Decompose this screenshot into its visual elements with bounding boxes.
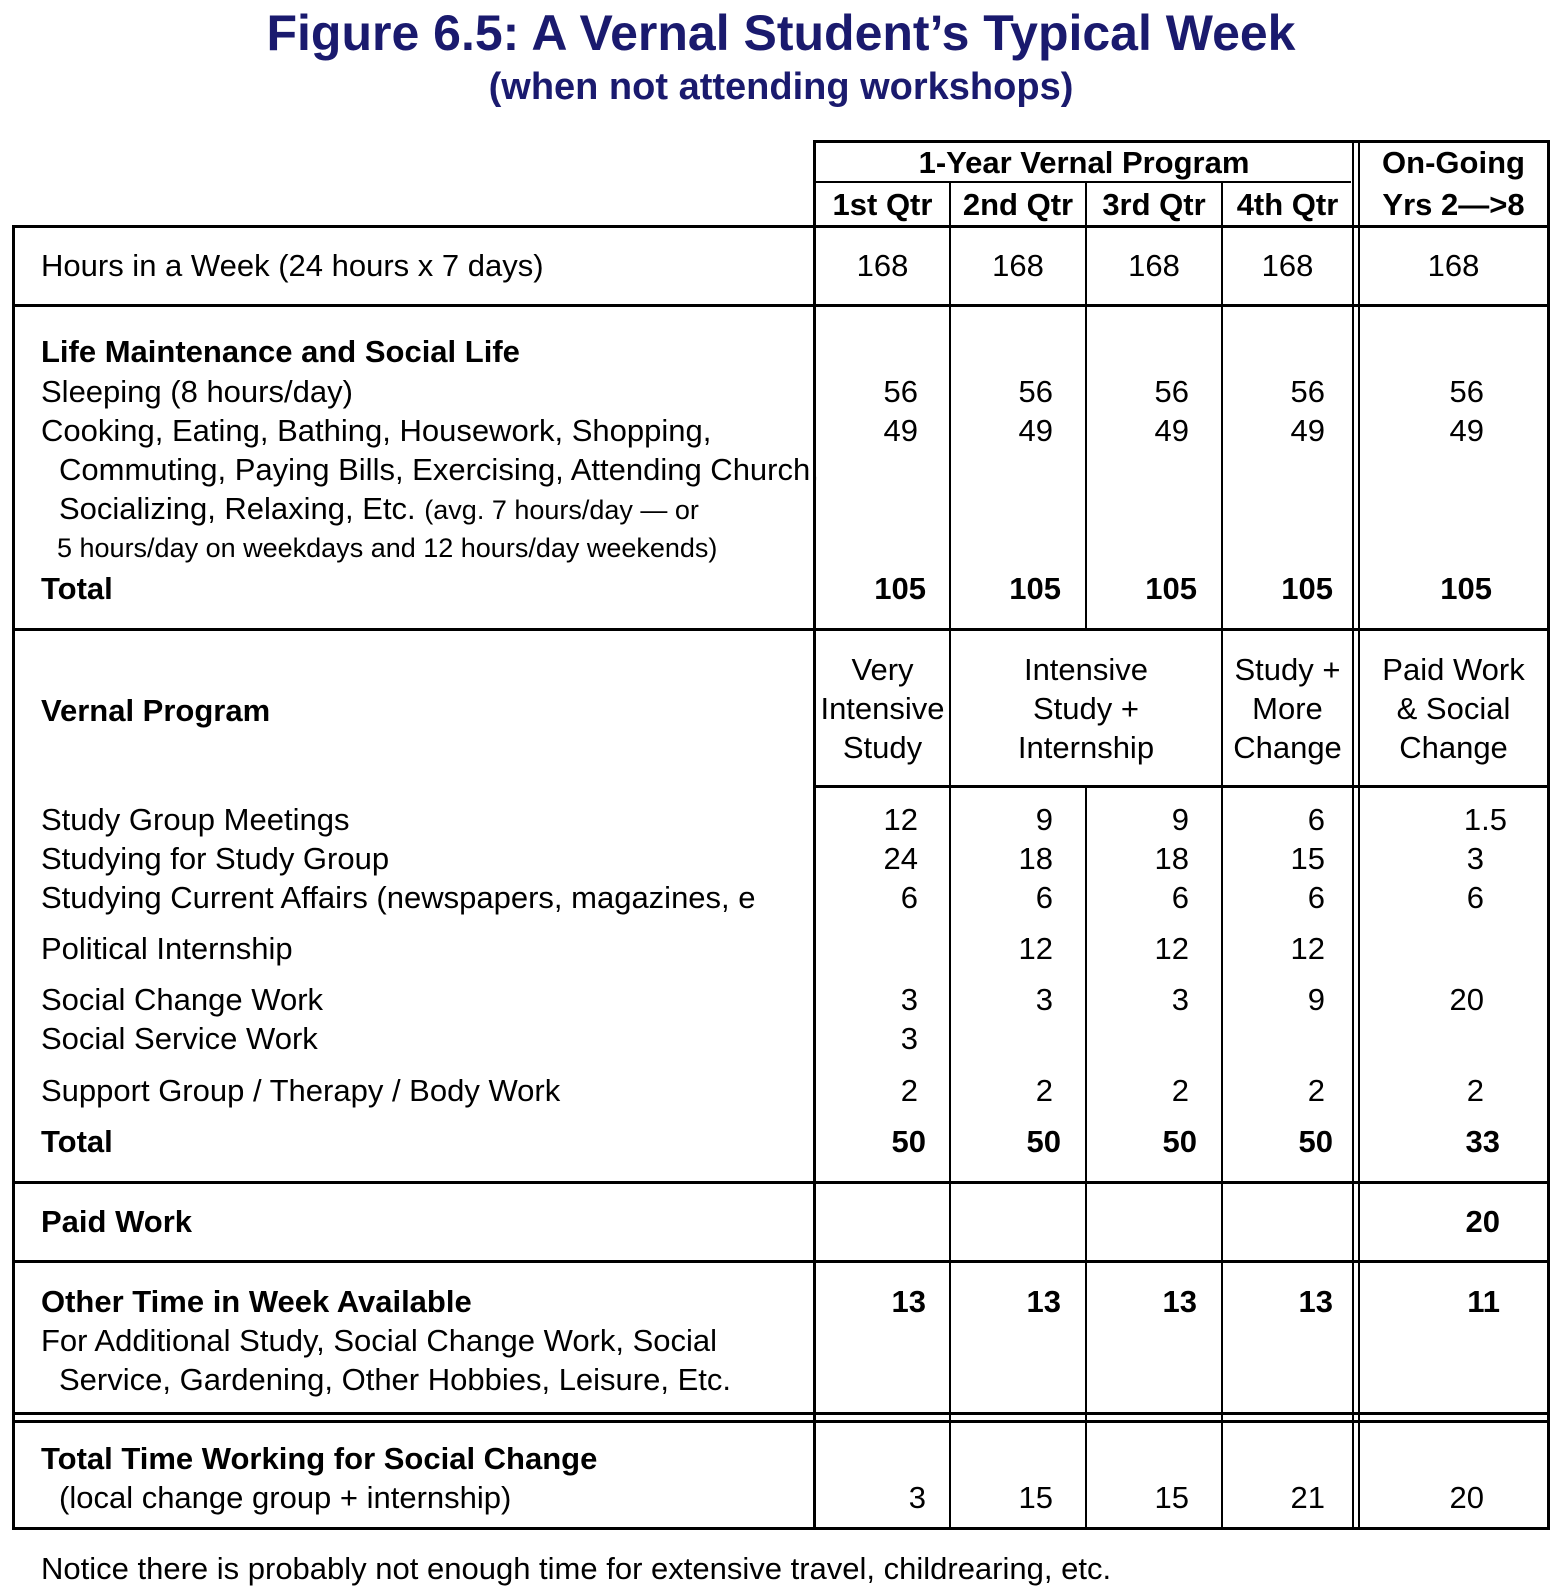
row-label: Political Internship	[41, 931, 293, 966]
phase-label: Internship	[1017, 730, 1155, 765]
ongoing-years-header: Yrs 2—>8	[1382, 187, 1525, 222]
cell: 15	[1290, 841, 1325, 876]
cell: 20	[1465, 1204, 1500, 1239]
phase-label: Change	[1233, 730, 1342, 765]
cell: 6	[1307, 880, 1325, 915]
row-label: Sleeping (8 hours/day)	[41, 374, 353, 409]
cell: 2	[900, 1073, 918, 1108]
cell: 11	[1467, 1284, 1500, 1319]
cell: 3	[1035, 982, 1053, 1017]
cell: 3	[900, 1021, 918, 1056]
phase-label: Intensive	[1023, 652, 1149, 687]
cell: 168	[1427, 248, 1480, 283]
cell: 168	[856, 248, 909, 283]
cell: 49	[1154, 413, 1189, 448]
cell: 20	[1449, 982, 1484, 1017]
cell: 1.5	[1463, 802, 1507, 837]
row-label: Total Time Working for Social Change	[41, 1441, 598, 1476]
column-header-q1: 1st Qtr	[832, 187, 933, 222]
cell: 50	[891, 1124, 926, 1159]
cell: 24	[883, 841, 918, 876]
row-label-continued: Service, Gardening, Other Hobbies, Leisure, Etc.	[59, 1362, 731, 1397]
cell: 6	[900, 880, 918, 915]
row-label: Support Group / Therapy / Body Work	[41, 1073, 561, 1108]
row-label-continued: Commuting, Paying Bills, Exercising, Attending Church,	[59, 452, 819, 487]
cell: 56	[883, 374, 918, 409]
total-label: Total	[41, 571, 113, 606]
cell: 105	[1009, 571, 1061, 606]
cell: 2	[1035, 1073, 1053, 1108]
cell: 3	[908, 1480, 926, 1515]
cell: 105	[1281, 571, 1333, 606]
cell: 18	[1018, 841, 1053, 876]
cell: 168	[1261, 248, 1314, 283]
cell: 49	[1290, 413, 1325, 448]
phase-label: Paid Work	[1382, 652, 1525, 687]
row-label: Other Time in Week Available	[41, 1284, 472, 1319]
total-label: Total	[41, 1124, 113, 1159]
phase-label: Study	[842, 730, 923, 765]
cell: 49	[1018, 413, 1053, 448]
phase-label: Change	[1399, 730, 1508, 765]
cell: 18	[1154, 841, 1189, 876]
cell: 2	[1171, 1073, 1189, 1108]
cell: 50	[1026, 1124, 1061, 1159]
row-label-text: Socializing, Relaxing, Etc.	[59, 491, 416, 526]
cell: 105	[1440, 571, 1492, 606]
cell: 6	[1035, 880, 1053, 915]
cell: 56	[1154, 374, 1189, 409]
phase-label: Very	[851, 652, 914, 687]
cell: 49	[883, 413, 918, 448]
cell: 15	[1154, 1480, 1189, 1515]
phase-label: Study +	[1234, 652, 1341, 687]
cell: 49	[1449, 413, 1484, 448]
cell: 12	[1018, 931, 1053, 966]
row-label: Hours in a Week (24 hours x 7 days)	[41, 248, 544, 283]
cell: 9	[1171, 802, 1189, 837]
row-label: Studying Current Affairs (newspapers, magazines, e	[41, 880, 756, 915]
section-heading: Life Maintenance and Social Life	[41, 334, 520, 369]
cell: 9	[1307, 982, 1325, 1017]
cell: 13	[1026, 1284, 1061, 1319]
cell: 2	[1307, 1073, 1325, 1108]
phase-label: Study +	[1033, 691, 1139, 726]
cell: 6	[1307, 802, 1325, 837]
cell: 56	[1290, 374, 1325, 409]
cell: 21	[1290, 1480, 1325, 1515]
cell: 3	[1466, 841, 1484, 876]
row-label-note: 5 hours/day on weekdays and 12 hours/day weekends)	[57, 533, 718, 563]
figure-title: Figure 6.5: A Vernal Student’s Typical Week	[266, 5, 1296, 61]
cell: 20	[1449, 1480, 1484, 1515]
cell: 12	[883, 802, 918, 837]
row-label: Social Service Work	[41, 1021, 318, 1056]
footnote: Notice there is probably not enough time for extensive travel, childrearing, etc.	[41, 1551, 1112, 1586]
cell: 13	[891, 1284, 926, 1319]
cell: 12	[1154, 931, 1189, 966]
phase-label: Intensive	[820, 691, 945, 726]
cell: 168	[992, 248, 1044, 283]
cell: 2	[1466, 1073, 1484, 1108]
cell: 12	[1290, 931, 1325, 966]
program-group-header: 1-Year Vernal Program	[918, 145, 1250, 180]
phase-label: More	[1252, 691, 1323, 726]
column-header-q3: 3rd Qtr	[1102, 187, 1206, 222]
cell: 3	[900, 982, 918, 1017]
cell: 33	[1465, 1124, 1500, 1159]
cell: 168	[1128, 248, 1180, 283]
row-label: Cooking, Eating, Bathing, Housework, Shopping,	[41, 413, 712, 448]
cell: 9	[1035, 802, 1053, 837]
column-header-q2: 2nd Qtr	[962, 187, 1074, 222]
cell: 105	[1145, 571, 1197, 606]
cell: 3	[1171, 982, 1189, 1017]
row-label-note: (avg. 7 hours/day — or	[424, 495, 699, 525]
figure-subtitle: (when not attending workshops)	[488, 66, 1074, 108]
ongoing-header: On-Going	[1382, 145, 1525, 180]
row-label: Study Group Meetings	[41, 802, 350, 837]
cell: 56	[1018, 374, 1053, 409]
cell: 13	[1298, 1284, 1333, 1319]
section-heading: Vernal Program	[41, 693, 271, 728]
row-label-continued: (local change group + internship)	[59, 1480, 512, 1515]
row-label: Studying for Study Group	[41, 841, 390, 876]
row-label-continued	[59, 489, 699, 530]
cell: 15	[1018, 1480, 1053, 1515]
row-label-continued: For Additional Study, Social Change Work, Social	[41, 1323, 718, 1358]
cell: 6	[1171, 880, 1189, 915]
column-header-q4: 4th Qtr	[1236, 187, 1339, 222]
row-label: Social Change Work	[41, 982, 324, 1017]
cell: 56	[1449, 374, 1484, 409]
cell: 50	[1298, 1124, 1333, 1159]
phase-label: & Social	[1396, 691, 1511, 726]
row-label: Paid Work	[41, 1204, 193, 1239]
cell: 6	[1466, 880, 1484, 915]
cell: 13	[1162, 1284, 1197, 1319]
cell: 50	[1162, 1124, 1197, 1159]
cell: 105	[874, 571, 926, 606]
